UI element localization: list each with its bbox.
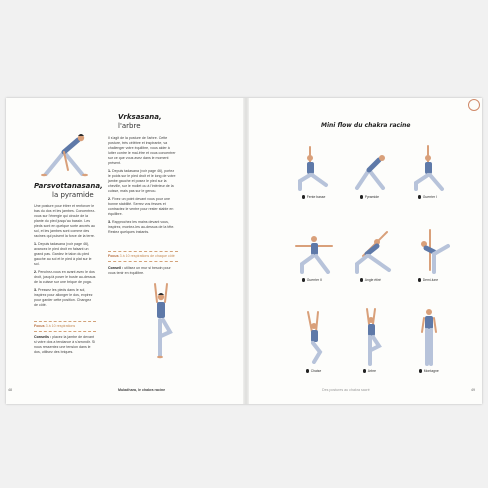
left-running-title: Muladhara, le chakra racine	[118, 388, 166, 392]
pose-caption-montagne: Montagne	[419, 369, 439, 373]
bullet-icon	[418, 278, 421, 281]
pyramid-pose-illustration	[36, 126, 96, 178]
pose-figure-guerrier-2	[292, 228, 336, 274]
pose1-step-2: 2. Penchez-vous en avant avec le dos droit, jusqu'à poser le buste au-dessus de la cuisse sur une brique de yoga.	[34, 270, 96, 284]
pose-figure-montagne	[414, 306, 444, 366]
pose-subtitle-arbre: l'arbre	[118, 122, 141, 130]
bullet-icon	[302, 195, 305, 198]
pose-caption-chaise: Chaise	[306, 369, 321, 373]
pose2-focus-rule-top	[108, 251, 178, 252]
book-spread	[6, 98, 482, 404]
right-running-title: Des postures au chakra sacré	[322, 388, 370, 392]
pose-figure-arbre	[356, 306, 386, 366]
pose1-focus-rule-top	[34, 321, 96, 322]
pose1-step-1: 1. Depuis tadasana (voir page 46), avancez le pied droit en faisant un grand pas. Gardez le talon du pied gauche au sol et le pied à plat sur le sol.	[34, 242, 92, 266]
mini-flow-title: Mini flow du chakra racine	[321, 122, 411, 129]
pose-figure-fente-basse	[292, 143, 332, 191]
pose-figure-pyramide	[351, 148, 391, 190]
pose-caption-arbre: Arbre	[363, 369, 376, 373]
bullet-icon	[306, 369, 309, 372]
right-page-number: 49	[471, 388, 475, 392]
pose-caption-demi-lune: Demi-lune	[418, 278, 438, 282]
bullet-icon	[419, 369, 422, 372]
chakra-symbol-icon	[468, 99, 480, 111]
book-gutter	[243, 98, 249, 404]
pose-caption-angle-etire: Angle étiré	[360, 278, 381, 282]
pose2-step-2: 2. Fixez un point devant vous pour une bonne stabilité. Serrez vos fesses et contractez le ventre pour rester stable en équilibre.	[108, 197, 174, 216]
pose1-intro: Une posture pour étirer et renforcer le bas du dos et les jambes. Concentrez-vous sur l'énergie qui circule de la plante du pied jusqu'au bassin. Les pieds sont en quelque sorte ancrés au sol, et les jambes sont comme des racines qui puisent la force de la terre.	[34, 204, 96, 238]
pose-caption-fente-basse: Fente basse	[302, 195, 325, 199]
pose1-focus: Focus 3 à 10 respirations	[34, 324, 76, 328]
pose2-intro: Il s'agit de la posture de l'arbre. Cette posture, très célèbre et inspirante, va challenger votre équilibre, vous aider à lutter contre le mal-être et vous concentrer sur ce que vous avez dans le moment présent.	[108, 136, 176, 165]
pose-figure-angle-etire	[351, 226, 395, 274]
pose-caption-guerrier-1: Guerrier I	[418, 195, 437, 199]
pose-title-vrksasana: Vrksasana,	[118, 113, 162, 121]
pose2-text-block	[108, 136, 176, 238]
left-page-number: 48	[8, 388, 12, 392]
pose2-step-3: 3. Rapprochez les mains devant vous, inspirez, montez-les au-dessus de la tête. Restez quelques instants.	[108, 220, 175, 234]
bullet-icon	[418, 195, 421, 198]
pose-figure-demi-lune	[410, 226, 450, 274]
pose-subtitle-pyramide: la pyramide	[52, 191, 94, 199]
pose2-focus-rule-bottom	[108, 261, 178, 262]
pose1-tip: Conseils : placez la jambe de devant si votre dos a tendance à s'arrondir. Si nous ressentez une tension dans le dos, utilisez des briques.	[34, 335, 96, 354]
bullet-icon	[360, 278, 363, 281]
pose1-focus-rule-bottom	[34, 331, 96, 332]
pose2-step-1: 1. Depuis tadasana (voir page 46), portez le poids sur le pied droit et le long de votre jambe gauche et posez le pied sur la cheville, sur le mollet ou à l'intérieur de la cuisse, mais pas sur le genou.	[108, 169, 176, 193]
pose-figure-chaise	[296, 308, 332, 364]
pose-figure-guerrier-1	[408, 143, 448, 191]
tree-pose-illustration	[146, 280, 176, 360]
pose2-focus: Focus 3 à 10 respirations de chaque côté	[108, 254, 175, 258]
pose1-text-block	[34, 204, 96, 311]
bullet-icon	[302, 278, 305, 281]
bullet-icon	[363, 369, 366, 372]
pose-caption-guerrier-2: Guerrier II	[302, 278, 322, 282]
pose1-step-3: 3. Pressez les pieds dans le sol, inspirez pour allonger le dos, expirez pour garder cette position. Changez de côté.	[34, 288, 93, 307]
pose-caption-pyramide: Pyramide	[360, 195, 379, 199]
bullet-icon	[360, 195, 363, 198]
pose2-tip: Conseil : utilisez un mur si besoin pour vous tenir en équilibre.	[108, 266, 171, 275]
pose-title-parsvottanasana: Parsvottanasana,	[34, 182, 103, 190]
